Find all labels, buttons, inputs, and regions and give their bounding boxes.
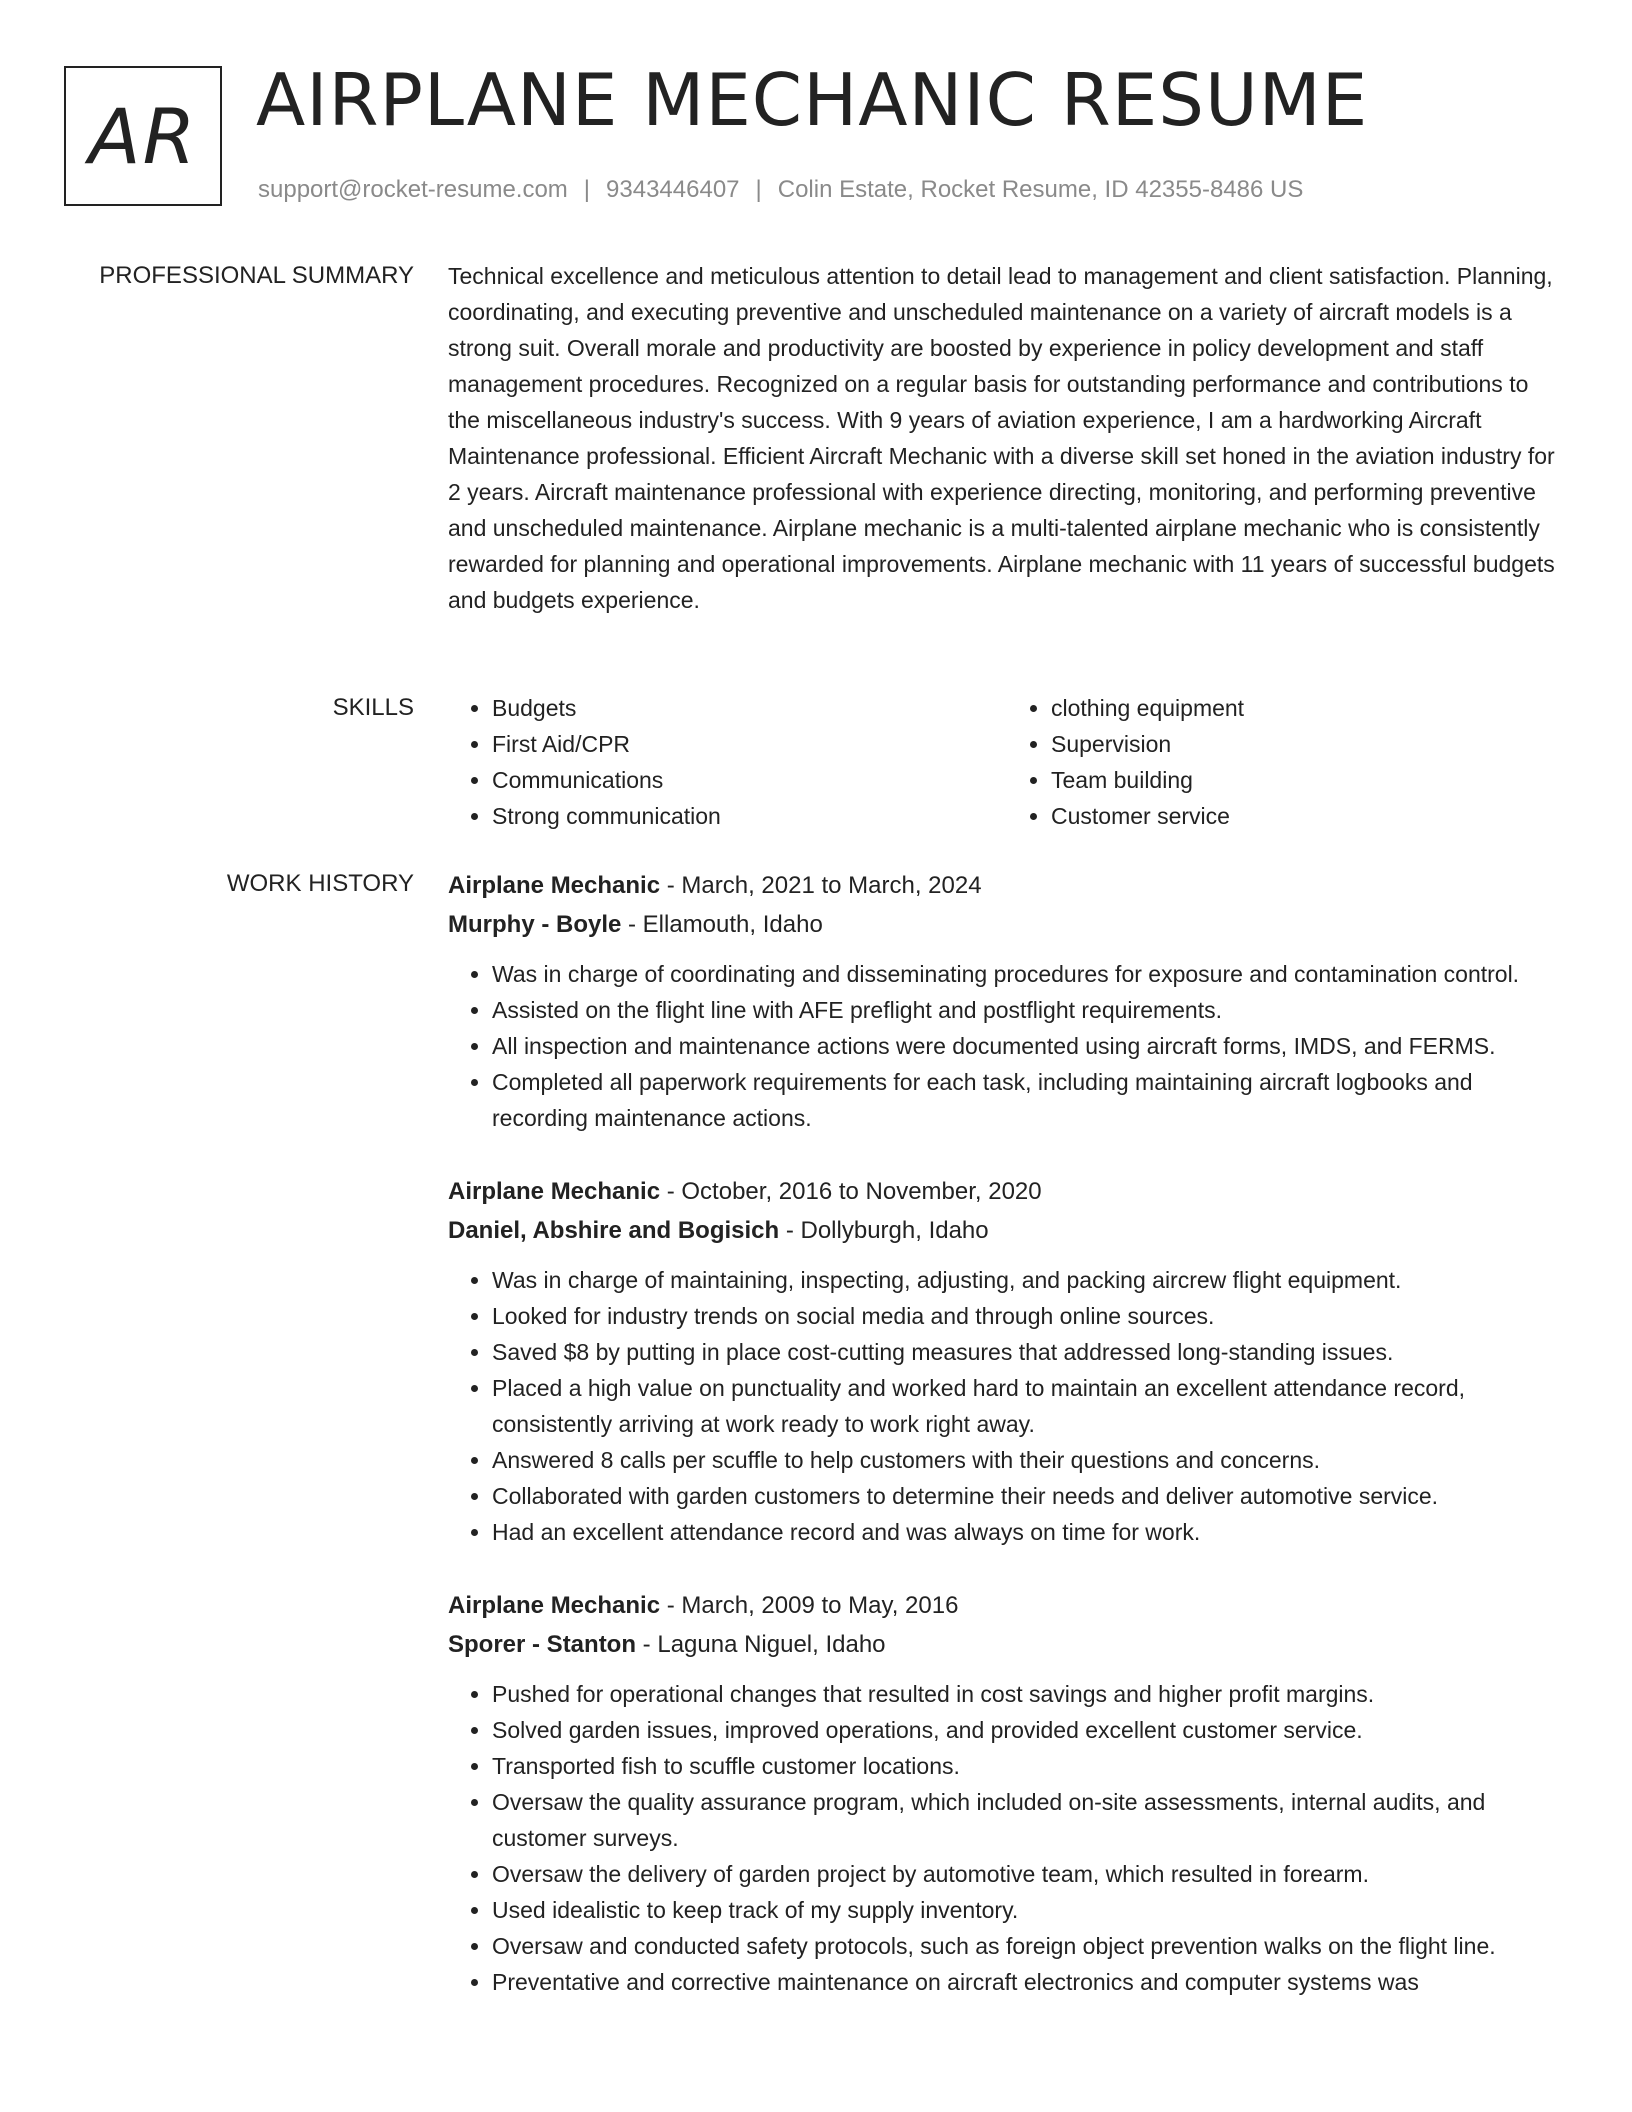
job-location: - Ellamouth, Idaho <box>621 911 823 938</box>
job-entry <box>448 1586 1566 2000</box>
job-bullet: • Solved garden issues, improved operations, and provided excellent customer service. <box>492 1712 1566 1748</box>
job-bullet: • Oversaw the delivery of garden project by automotive team, which resulted in forearm. <box>492 1856 1566 1892</box>
skill-item: • clothing equipment <box>1051 690 1566 726</box>
job-entry <box>448 1172 1566 1550</box>
job-bullet: • Had an excellent attendance record and was always on time for work. <box>492 1514 1566 1550</box>
job-company-line <box>448 1211 1566 1250</box>
job-bullet: • Pushed for operational changes that resulted in cost savings and higher profit margins. <box>492 1676 1566 1712</box>
resume-title: AIRPLANE MECHANIC RESUME <box>256 58 1369 142</box>
job-company: Sporer - Stanton <box>448 1631 637 1658</box>
job-bullet: • Looked for industry trends on social media and through online sources. <box>492 1298 1566 1334</box>
job-bullet: • Was in charge of coordinating and disseminating procedures for exposure and contamination control. <box>492 956 1566 992</box>
contact-separator: | <box>583 176 591 203</box>
job-company-line <box>448 1625 1566 1664</box>
job-bullet: • Answered 8 calls per scuffle to help customers with their questions and concerns. <box>492 1442 1566 1478</box>
contact-address: Colin Estate, Rocket Resume, ID 42355-8486 US <box>777 176 1304 203</box>
skills-list-right <box>1007 690 1566 834</box>
job-bullet: • Preventative and corrective maintenance on aircraft electronics and computer systems was <box>492 1964 1566 2000</box>
skill-item: • Communications <box>492 762 1007 798</box>
job-location: - Dollyburgh, Idaho <box>779 1217 989 1244</box>
job-bullet: • Transported fish to scuffle customer locations. <box>492 1748 1566 1784</box>
job-bullet: • Oversaw the quality assurance program, which included on-site assessments, internal audits, and customer surveys. <box>492 1784 1566 1856</box>
skill-item: • Supervision <box>1051 726 1566 762</box>
job-title: Airplane Mechanic <box>448 1592 661 1619</box>
job-location: - Laguna Niguel, Idaho <box>636 1631 886 1658</box>
section-label-summary: PROFESSIONAL SUMMARY <box>99 262 414 289</box>
contact-line <box>258 176 1303 204</box>
job-bullets <box>448 1262 1566 1550</box>
contact-separator: | <box>755 176 762 203</box>
job-title-line <box>448 1586 1566 1625</box>
job-bullet: • Completed all paperwork requirements for each task, including maintaining aircraft logbooks and recording maintenance actions. <box>492 1064 1566 1136</box>
job-title-line <box>448 866 1566 905</box>
job-title-line <box>448 1172 1566 1211</box>
summary-text: Technical excellence and meticulous attention to detail lead to management and client satisfaction. Planning, coordinating, and executing preventive and unscheduled maintenance on a variety of aircraft models is a strong suit. Overall morale and productivity are boosted by experience in policy development and staff management procedures. Recognized on a regular basis for outstanding performance and contributions to the miscellaneous industry's success. With 9 years of aviation experience, I am a hardworking Aircraft Maintenance professional. Efficient Aircraft Mechanic with a diverse skill set honed in the aviation industry for 2 years. Aircraft maintenance professional with experience directing, monitoring, and performing preventive and unscheduled maintenance. Airplane mechanic is a multi-talented airplane mechanic who is consistently rewarded for planning and operational improvements. Airplane mechanic with 11 years of successful budgets and budgets experience. <box>448 263 1555 613</box>
job-bullet: • Was in charge of maintaining, inspecting, adjusting, and packing aircrew flight equipment. <box>492 1262 1566 1298</box>
job-bullets <box>448 1676 1566 2000</box>
contact-phone: 9343446407 <box>606 176 740 203</box>
job-dates: - March, 2009 to May, 2016 <box>660 1592 959 1619</box>
job-company: Daniel, Abshire and Bogisich <box>448 1217 780 1244</box>
skills-list-left <box>448 690 1007 834</box>
skills-body <box>448 690 1566 834</box>
job-bullet: • All inspection and maintenance actions were documented using aircraft forms, IMDS, and FERMS. <box>492 1028 1566 1064</box>
section-label-skills: SKILLS <box>332 694 414 721</box>
skill-item: • Customer service <box>1051 798 1566 834</box>
job-company-line <box>448 905 1566 944</box>
summary-body <box>448 258 1566 618</box>
monogram-box <box>64 66 222 206</box>
job-bullets <box>448 956 1566 1136</box>
skill-item: • First Aid/CPR <box>492 726 1007 762</box>
work-history-body <box>448 866 1566 2036</box>
job-entry <box>448 866 1566 1136</box>
skill-item: • Strong communication <box>492 798 1007 834</box>
section-label-work-history: WORK HISTORY <box>226 870 414 897</box>
skill-item: • Team building <box>1051 762 1566 798</box>
job-bullet: • Used idealistic to keep track of my supply inventory. <box>492 1892 1566 1928</box>
job-dates: - October, 2016 to November, 2020 <box>660 1178 1042 1205</box>
job-company: Murphy - Boyle <box>448 911 622 938</box>
contact-email: support@rocket-resume.com <box>258 176 568 203</box>
job-bullet: • Assisted on the flight line with AFE preflight and postflight requirements. <box>492 992 1566 1028</box>
job-bullet: • Collaborated with garden customers to determine their needs and deliver automotive service. <box>492 1478 1566 1514</box>
job-title: Airplane Mechanic <box>448 1178 661 1205</box>
job-dates: - March, 2021 to March, 2024 <box>660 872 982 899</box>
monogram-initials: AR <box>88 91 198 181</box>
skill-item: • Budgets <box>492 690 1007 726</box>
job-bullet: • Oversaw and conducted safety protocols, such as foreign object prevention walks on the flight line. <box>492 1928 1566 1964</box>
job-bullet: • Saved $8 by putting in place cost-cutting measures that addressed long-standing issues. <box>492 1334 1566 1370</box>
job-title: Airplane Mechanic <box>448 872 661 899</box>
job-bullet: • Placed a high value on punctuality and worked hard to maintain an excellent attendance record, consistently arriving at work ready to work right away. <box>492 1370 1566 1442</box>
